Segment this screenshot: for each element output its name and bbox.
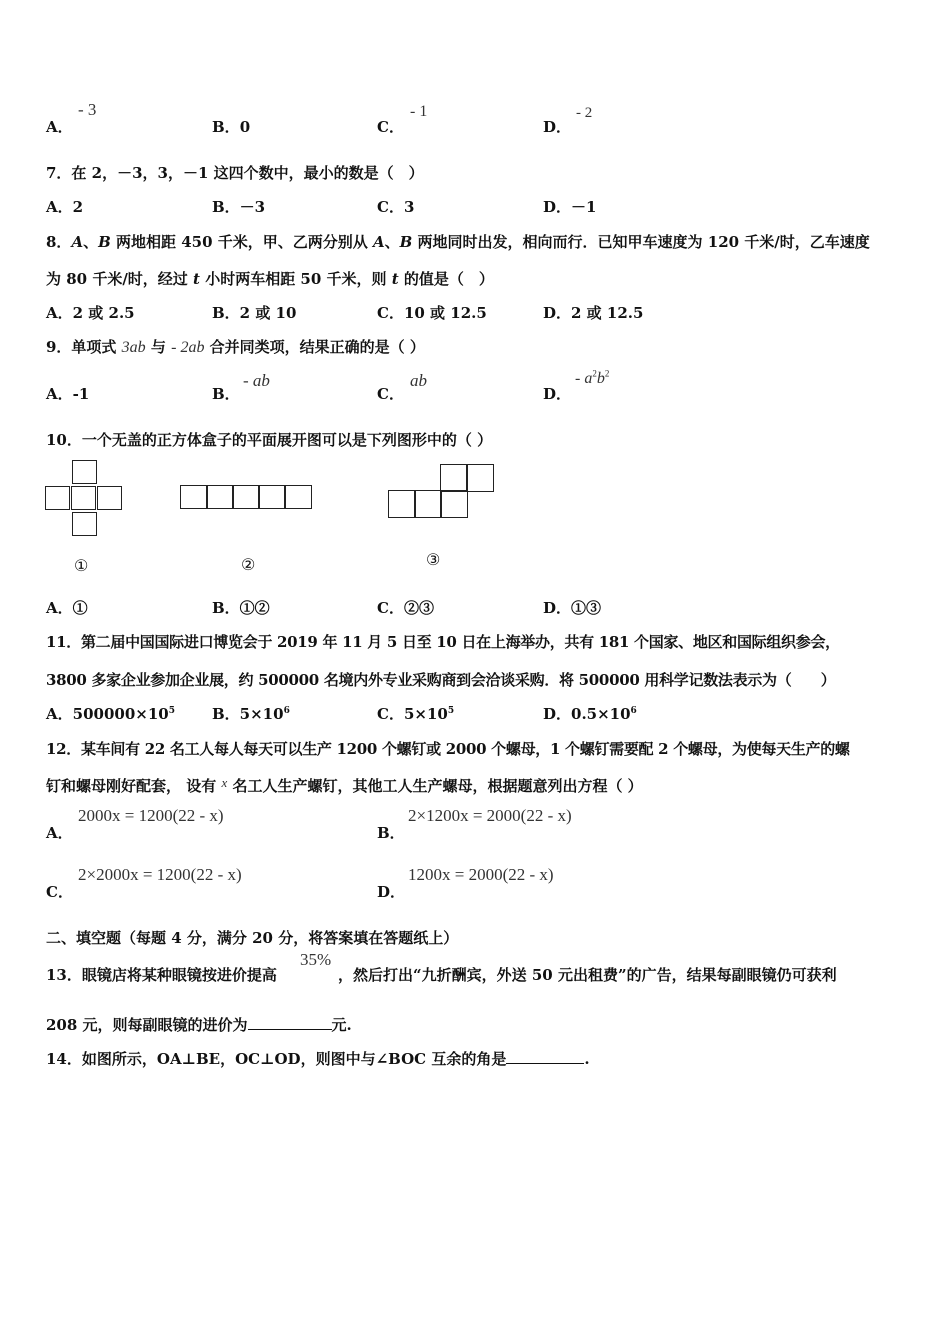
q12-option-b: B．	[377, 824, 405, 842]
q8-option-c: C．10 或 12.5	[377, 304, 487, 322]
q10-stem: 10．一个无盖的正方体盒子的平面展开图可以是下列图形中的（ ）	[46, 431, 493, 449]
q9-option-c-value: ab	[410, 371, 427, 390]
q7-stem: 7．在 2，－3，3，－1 这四个数中，最小的数是（ ）	[46, 164, 424, 182]
q12-option-d-equation: 1200x = 2000(22 - x)	[408, 865, 554, 884]
q13-line2: 208 元，则每副眼镜的进价为 元.	[46, 1016, 352, 1034]
net-figure-2-label: ②	[241, 555, 256, 574]
q13-line1-post: ，然后打出“九折酬宾，外送 50 元出租费”的广告，结果每副眼镜仍可获利	[338, 966, 837, 984]
q12-option-a: A．	[46, 824, 73, 842]
q9-stem: 9．单项式 3ab 与 - 2ab 合并同类项，结果正确的是（ ）	[46, 338, 425, 356]
q11-line1: 11．第二届中国国际进口博览会于 2019 年 11 月 5 日至 10 日在上海举办，共有 181 个国家、地区和国际组织参会，	[46, 633, 840, 651]
net-figure-3-label: ③	[426, 550, 441, 569]
q8-option-b: B．2 或 10	[212, 304, 297, 322]
net-figure-3	[388, 464, 498, 520]
q11-option-b: B．$5\times 10^6$	[212, 705, 290, 723]
q12-option-c: C．	[46, 883, 73, 901]
q8-line1: 8．A、B 两地相距 450 千米，甲、乙两分别从 A、B 两地同时出发，相向而行．已知甲车速度为 120 千米/时，乙车速度	[46, 233, 870, 251]
q6-option-a: A．	[46, 118, 73, 136]
q6-option-b: B．0	[212, 118, 251, 136]
q14-line: 14．如图所示，OA⊥BE，OC⊥OD，则图中与∠BOC 互余的角是 .	[46, 1050, 590, 1068]
net-figure-1-label: ①	[74, 556, 89, 575]
q12-line2: 钉和螺母刚好配套， 设有 x 名工人生产螺钉，其他工人生产螺母，根据题意列出方程（ ）	[46, 775, 643, 795]
q10-option-a: A．①	[46, 599, 88, 617]
q13-percent: 35%	[300, 950, 332, 969]
q9-option-d-value: - $a^2b^2$	[575, 368, 610, 387]
q9-option-a: A．-1	[46, 385, 90, 403]
q12-option-a-equation: 2000x = 1200(22 - x)	[78, 806, 224, 825]
q14-answer-blank[interactable]	[506, 1048, 584, 1064]
q8-option-a: A．2 或 2.5	[46, 304, 135, 322]
q8-line2: 为 80 千米/时，经过 t 小时两车相距 50 千米，则 t 的值是（ ）	[46, 270, 494, 288]
net-figure-2	[180, 485, 315, 511]
q11-option-d: D．$0.5\times 10^6$	[543, 705, 637, 723]
q13-line1: 13．眼镜店将某种眼镜按进价提高	[46, 966, 277, 984]
q11-line2: 3800 多家企业参加企业展，约 500000 名境内外专业采购商到会洽谈采购．将 500000 用科学记数法表示为（ ）	[46, 671, 836, 689]
q6-option-a-value: - 3	[78, 100, 97, 119]
q9-option-c: C．	[377, 385, 404, 403]
q13-answer-blank[interactable]	[248, 1014, 332, 1030]
q7-option-c: C．3	[377, 198, 415, 216]
q11-option-c: C．$5\times 10^5$	[377, 705, 455, 723]
q9-option-b: B．	[212, 385, 240, 403]
q6-option-d-value: - 2	[576, 105, 593, 121]
q12-option-b-equation: 2×1200x = 2000(22 - x)	[408, 806, 572, 825]
q10-option-b: B．①②	[212, 599, 270, 617]
q7-option-b: B．－3	[212, 198, 266, 216]
q10-option-c: C．②③	[377, 599, 434, 617]
q7-option-d: D．－1	[543, 198, 597, 216]
q7-option-a: A．2	[46, 198, 84, 216]
net-figure-1	[45, 460, 127, 542]
section-2-heading: 二、填空题（每题 4 分，满分 20 分，将答案填在答题纸上）	[46, 929, 459, 947]
q9-option-d: D．	[543, 385, 572, 403]
q12-line1: 12．某车间有 22 名工人每人每天可以生产 1200 个螺钉或 2000 个螺母，1 个螺钉需要配 2 个螺母，为使每天生产的螺	[46, 740, 850, 758]
q12-option-d: D．	[377, 883, 406, 901]
q8-option-d: D．2 或 12.5	[543, 304, 644, 322]
q6-option-c: C．	[377, 118, 404, 136]
q12-option-c-equation: 2×2000x = 1200(22 - x)	[78, 865, 242, 884]
q6-option-d: D．	[543, 118, 572, 136]
q6-option-c-value: - 1	[410, 103, 428, 120]
q10-option-d: D．①③	[543, 599, 602, 617]
q9-option-b-value: - ab	[243, 371, 270, 390]
q11-option-a: A．$500000\times 10^5$	[46, 705, 175, 723]
